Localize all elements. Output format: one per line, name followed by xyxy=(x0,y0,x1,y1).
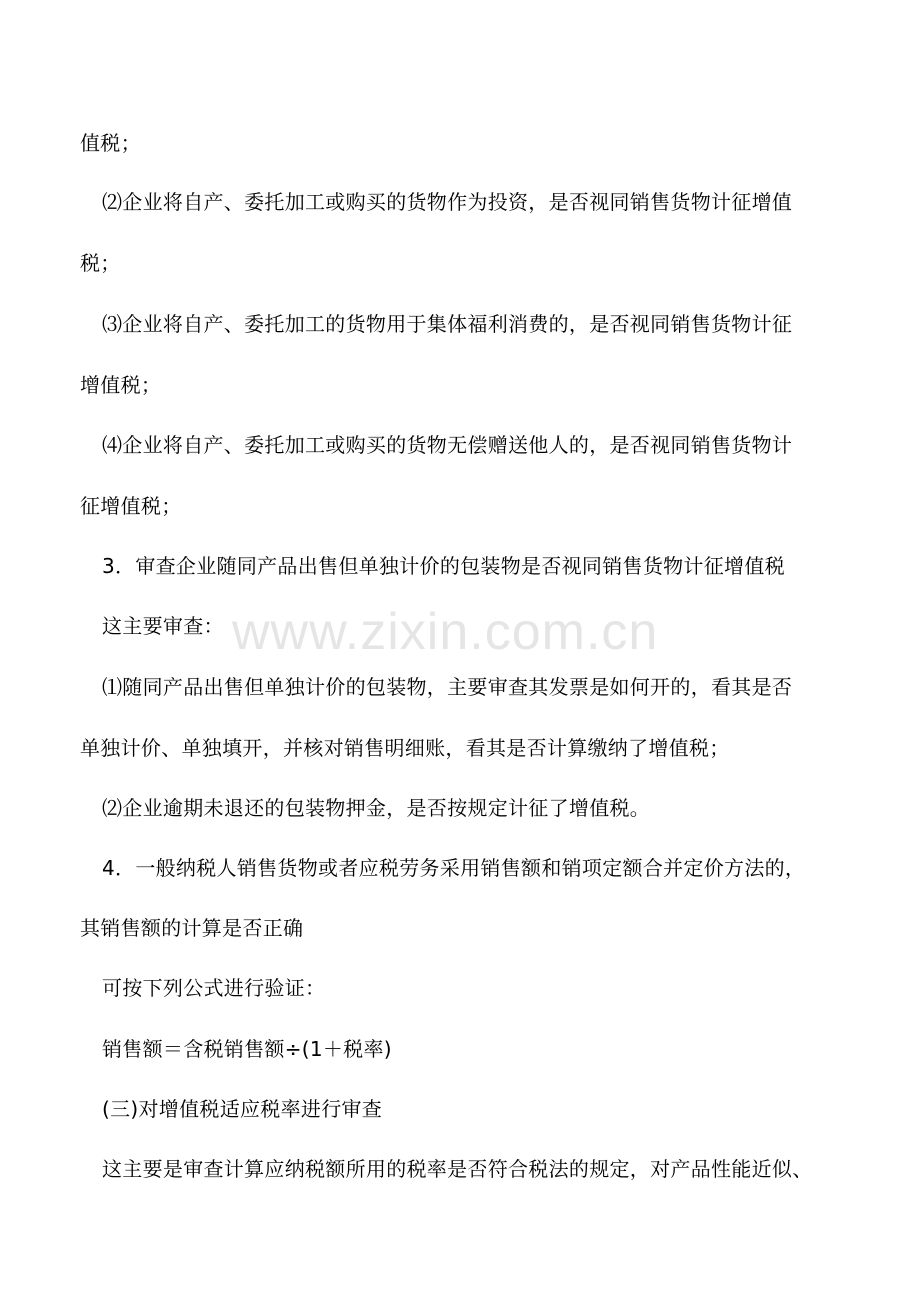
text-line: 值税； xyxy=(80,131,141,155)
text-line: ⑵企业逾期未退还的包装物押金，是否按规定计征了增值税。 xyxy=(102,796,651,820)
text-line: 销售额＝含税销售额÷(1＋税率) xyxy=(102,1037,392,1061)
text-line: 这主要审查： xyxy=(102,614,224,638)
text-line: ⑶企业将自产、委托加工的货物用于集体福利消费的，是否视同销售货物计征 xyxy=(102,312,793,336)
text-line: 税； xyxy=(80,251,121,275)
text-line: 单独计价、单独填开，并核对销售明细账，看其是否计算缴纳了增值税； xyxy=(80,736,730,760)
text-line: ⑴随同产品出售但单独计价的包装物，主要审查其发票是如何开的，看其是否 xyxy=(102,675,793,699)
text-line: 可按下列公式进行验证： xyxy=(102,976,326,1000)
text-line: 其销售额的计算是否正确 xyxy=(80,916,304,940)
text-line: ⑷企业将自产、委托加工或购买的货物无偿赠送他人的，是否视同销售货物计 xyxy=(102,433,793,457)
text-line: 这主要是审查计算应纳税额所用的税率是否符合税法的规定，对产品性能近似、 xyxy=(102,1157,813,1181)
text-line: 增值税； xyxy=(80,373,162,397)
watermark: www.zixin.com.cn xyxy=(232,603,659,661)
text-line: 3．审查企业随同产品出售但单独计价的包装物是否视同销售货物计征增值税 xyxy=(102,554,785,578)
text-line: 征增值税； xyxy=(80,494,182,518)
text-line: ⑵企业将自产、委托加工或购买的货物作为投资，是否视同销售货物计征增值 xyxy=(102,190,793,214)
text-line: (三)对增值税适应税率进行审查 xyxy=(102,1097,383,1121)
text-line: 4．一般纳税人销售货物或者应税劳务采用销售额和销项定额合并定价方法的， xyxy=(102,856,806,880)
